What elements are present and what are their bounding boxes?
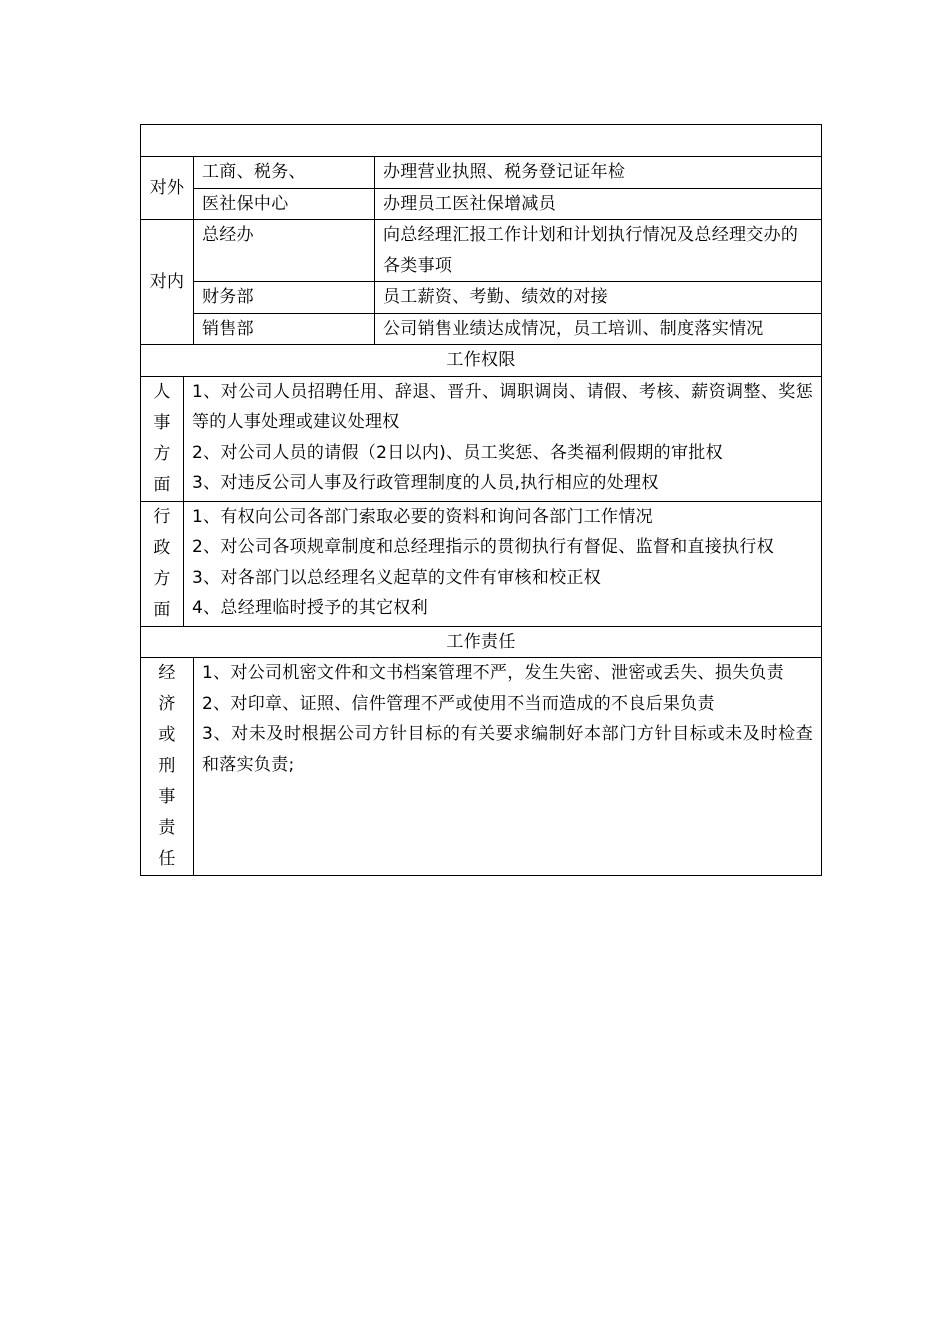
internal-contact-row bbox=[141, 313, 822, 345]
authority-title: 工作权限 bbox=[141, 345, 822, 377]
economic-label bbox=[141, 658, 194, 876]
responsibility-title: 工作责任 bbox=[141, 626, 822, 658]
hr-authority-items bbox=[184, 376, 822, 501]
economic-label-char: 任 bbox=[158, 849, 176, 869]
admin-authority-row bbox=[141, 501, 822, 626]
admin-label-char: 行 bbox=[153, 506, 171, 527]
admin-authority-items bbox=[184, 501, 822, 626]
economic-responsibility-item: 2、对印章、证照、信件管理不严或使用不当而造成的不良后果负责 bbox=[202, 693, 715, 714]
economic-responsibility-items bbox=[194, 658, 822, 876]
internal-label: 对内 bbox=[141, 220, 194, 345]
external-party: 医社保中心 bbox=[194, 188, 375, 220]
economic-label-char: 济 bbox=[158, 694, 176, 714]
economic-responsibility-item: 1、对公司机密文件和文书档案管理不严，发生失密、泄密或丢失、损失负责 bbox=[202, 663, 785, 683]
hr-authority-item: 3、对违反公司人事及行政管理制度的人员,执行相应的处理权 bbox=[192, 473, 659, 493]
internal-party: 销售部 bbox=[194, 313, 375, 345]
admin-label-char: 方 bbox=[153, 568, 171, 589]
external-matter: 办理营业执照、税务登记证年检 bbox=[375, 157, 822, 189]
internal-party: 财务部 bbox=[194, 282, 375, 314]
blank-cell bbox=[141, 125, 822, 157]
internal-contact-row bbox=[141, 220, 822, 282]
economic-responsibility-row bbox=[141, 658, 822, 876]
economic-label-char: 刑 bbox=[158, 756, 176, 776]
job-description-table bbox=[140, 124, 822, 876]
hr-label-char: 方 bbox=[153, 443, 171, 464]
external-party: 工商、税务、 bbox=[194, 157, 375, 189]
admin-authority-item: 4、总经理临时授予的其它权利 bbox=[192, 598, 429, 618]
admin-label-char: 面 bbox=[153, 599, 171, 620]
hr-label-char: 面 bbox=[153, 474, 171, 495]
internal-matter: 公司销售业绩达成情况，员工培训、制度落实情况 bbox=[375, 313, 822, 345]
hr-label-char: 事 bbox=[153, 412, 171, 433]
internal-party: 总经办 bbox=[194, 220, 375, 282]
admin-label-char: 政 bbox=[153, 537, 171, 558]
responsibility-title-row bbox=[141, 626, 822, 658]
blank-header-row bbox=[141, 125, 822, 157]
economic-label-char: 责 bbox=[158, 818, 176, 838]
external-contact-row bbox=[141, 157, 822, 189]
internal-matter: 向总经理汇报工作计划和计划执行情况及总经理交办的各类事项 bbox=[375, 220, 822, 282]
admin-authority-item: 2、对公司各项规章制度和总经理指示的贯彻执行有督促、监督和直接执行权 bbox=[192, 537, 775, 557]
economic-label-char: 或 bbox=[158, 725, 176, 745]
economic-label-char: 事 bbox=[158, 787, 176, 807]
admin-authority-item: 1、有权向公司各部门索取必要的资料和询问各部门工作情况 bbox=[192, 506, 653, 527]
authority-title-row bbox=[141, 345, 822, 377]
admin-label bbox=[141, 501, 184, 626]
internal-contact-row bbox=[141, 282, 822, 314]
external-label: 对外 bbox=[141, 157, 194, 220]
hr-authority-row bbox=[141, 376, 822, 501]
hr-authority-item: 1、对公司人员招聘任用、辞退、晋升、调职调岗、请假、考核、薪资调整、奖惩等的人事处理或建议处理权 bbox=[192, 381, 814, 432]
admin-authority-item: 3、对各部门以总经理名义起草的文件有审核和校正权 bbox=[192, 567, 602, 588]
economic-label-char: 经 bbox=[158, 663, 176, 683]
external-contact-row bbox=[141, 188, 822, 220]
external-matter: 办理员工医社保增减员 bbox=[375, 188, 822, 220]
hr-label-char: 人 bbox=[153, 381, 171, 402]
internal-matter: 员工薪资、考勤、绩效的对接 bbox=[375, 282, 822, 314]
hr-label bbox=[141, 376, 184, 501]
hr-authority-item: 2、对公司人员的请假（2日以内)、员工奖惩、各类福利假期的审批权 bbox=[192, 442, 723, 463]
economic-responsibility-item: 3、对未及时根据公司方针目标的有关要求编制好本部门方针目标或未及时检查和落实负责; bbox=[202, 724, 814, 775]
